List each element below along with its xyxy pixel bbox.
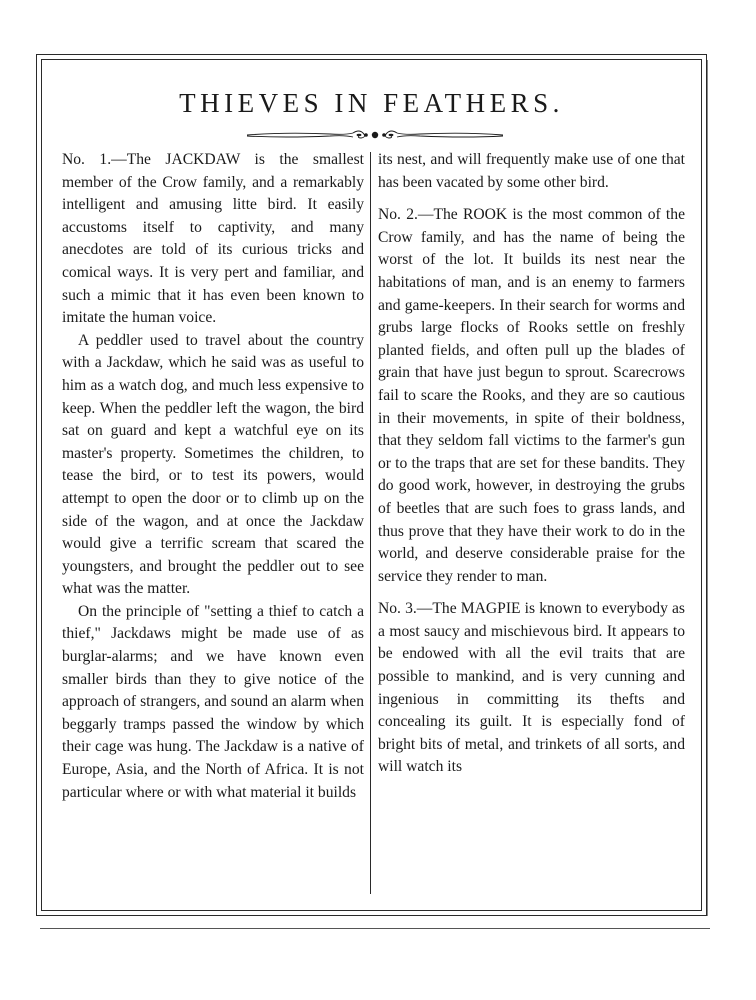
page-border-shadow-bottom bbox=[40, 928, 710, 929]
text-column-left bbox=[62, 149, 364, 804]
paragraph-rook: No. 2.—The ROOK is the most common of the Crow family, and has the name of being the worst of the lot. It builds its nest near the habitations of man, and is an enemy to farmers and game-keepers. In their search for worms and grubs large flocks of Rooks settle on freshly planted fields, and often pull up the blades of grain that have just begun to sprout. Scarecrows fail to scare the Rooks, and they are so cautious in their movements, in spite of their boldness, that they seldom fall victims to the farmer's gun or to the traps that are set for these bandits. They do good work, however, in destroying the grubs of beetles that are such foes to grass lands, and thus prove that they have their work to do in the world, and deserve considerable praise for the service they render to man. bbox=[378, 206, 685, 585]
paragraph-jackdaw-alarm: On the principle of "setting a thief to catch a thief," Jackdaws might be made use of as burglar-alarms; and we have known even smaller birds than they to give notice of the approach of strangers, and sound an alarm when beggarly tramps passed the window by which their cage was hung. The Jackdaw is a native of Europe, Asia, and the North of Africa. It is not particular where or with what material it builds bbox=[62, 602, 364, 801]
paragraph-magpie: No. 3.—The MAGPIE is known to everybody as a most saucy and mischievous bird. It appears to be endowed with all the evil traits that are possible to mankind, and is very cunning and ingenious in committing its thefts and concealing its guilt. It is especially fond of bright bits of metal, and trinkets of all sorts, and will watch its bbox=[378, 600, 685, 776]
paragraph-jackdaw-peddler: A peddler used to travel about the country with a Jackdaw, which he said was as useful to him as a watch dog, and much less expensive to keep. When the peddler left the wagon, the bird sat on guard and kept a watchful eye on its master's property. Sometimes the children, to tease the bird, or to test its powers, would attempt to open the door or to climb up on the side of the wagon, and at once the Jackdaw would give a terrific scream that scared the youngsters, and brought the peddler out to see what was the matter. bbox=[62, 331, 364, 598]
decorative-flourish-icon bbox=[245, 126, 505, 144]
paragraph-jackdaw-intro: No. 1.—The JACKDAW is the smallest member of the Crow family, and a remarkably intelligent and amusing litte bird. It easily accustoms itself to captivity, and many anecdotes are told of its curious tricks and comical ways. It is very pert and familiar, and such a mimic that it has even been known to imitate the human voice. bbox=[62, 151, 364, 327]
page-title: THIEVES IN FEATHERS. bbox=[179, 88, 564, 118]
column-divider bbox=[370, 152, 371, 894]
text-column-right bbox=[378, 149, 685, 779]
page-border-shadow-right bbox=[707, 60, 708, 916]
paragraph-jackdaw-nest: its nest, and will frequently make use of one that has been vacated by some other bird. bbox=[378, 151, 685, 191]
